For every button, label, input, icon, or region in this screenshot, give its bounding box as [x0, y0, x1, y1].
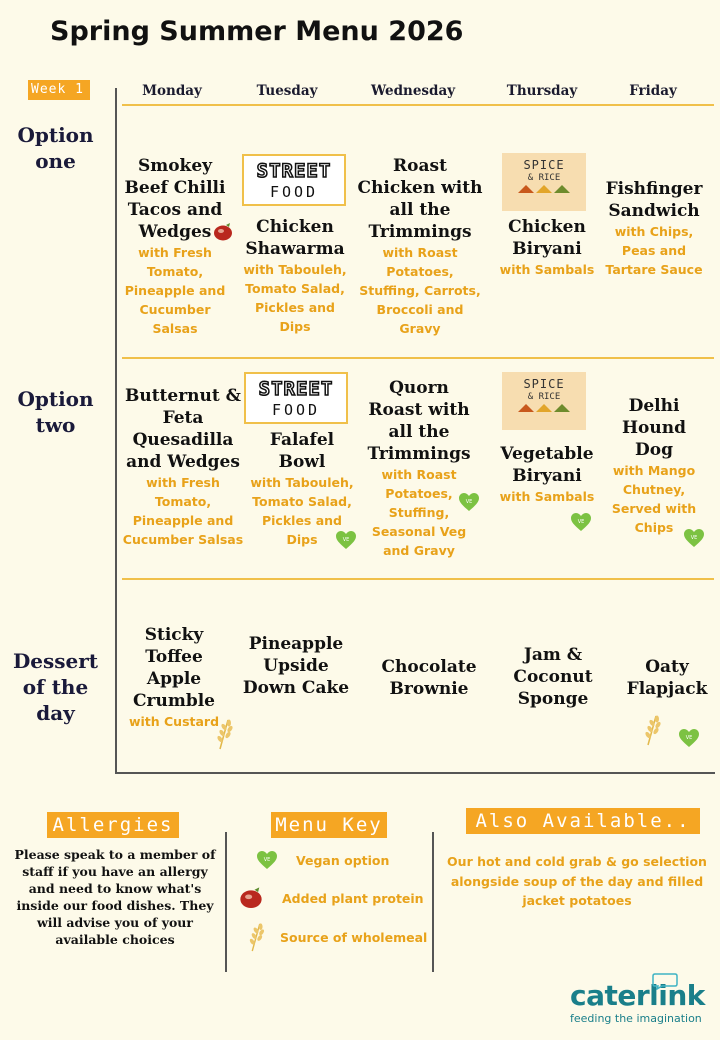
vegan-heart-icon: [678, 728, 700, 748]
dish-name: Smokey Beef Chilli Tacos and Wedges: [124, 156, 226, 242]
row-divider-2: [122, 578, 714, 580]
spice-rice-logo: [502, 372, 586, 430]
dish-name: Fishfinger Sandwich: [605, 179, 703, 221]
dish-name: Chicken Shawarma: [245, 217, 345, 259]
dish-name: Delhi Hound Dog: [621, 396, 686, 460]
allergies-heading: Allergies: [47, 812, 179, 838]
spice-rice-logo-line2: & RICE: [527, 173, 561, 183]
grid-vertical-line: [115, 88, 117, 774]
dish-name: Roast Chicken with all the Trimmings: [357, 156, 483, 242]
also-available-text: Our hot and cold grab & go selection alongside soup of the day and filled jacket potatoes: [447, 854, 707, 908]
dish-dessert-monday: [122, 624, 226, 731]
key-label: Vegan option: [296, 852, 390, 868]
dish-name: Jam & Coconut Sponge: [513, 645, 593, 709]
vegan-heart-icon: [256, 850, 278, 870]
street-food-logo-line1: STREET: [258, 378, 334, 400]
dish-option2-thursday: [492, 443, 602, 506]
plant-protein-bean-icon: [238, 885, 264, 911]
dish-option1-thursday: [492, 216, 602, 279]
caterlink-logo: [570, 980, 710, 1026]
wheat-icon: [246, 922, 266, 952]
day-header-tuesday: Tuesday: [256, 83, 318, 99]
street-food-logo-line1: STREET: [256, 160, 332, 182]
header-divider: [122, 104, 714, 106]
menu-key-heading: Menu Key: [271, 812, 387, 838]
vegan-heart-icon: [335, 530, 357, 550]
dish-desc: with Sambals: [499, 489, 595, 504]
caterlink-wordmark: caterlink: [570, 979, 705, 1012]
dish-option2-monday: [118, 385, 248, 549]
day-header-thursday: Thursday: [506, 83, 578, 99]
dish-dessert-wednesday: [370, 656, 488, 700]
caterlink-tagline: feeding the imagination: [570, 1012, 702, 1025]
key-item-wholemeal: [246, 922, 427, 952]
spice-piles-icon: [502, 404, 586, 412]
plant-protein-bean-icon: [212, 222, 234, 242]
street-food-logo-line2: FOOD: [271, 401, 321, 419]
dish-desc: with Fresh Tomato, Pineapple and Cucumber Salsas: [122, 475, 244, 547]
allergies-text: Please speak to a member of staff if you have an allergy and need to know what's inside our food dishes. They will advise you of your available choices: [14, 847, 216, 947]
row-divider-1: [122, 357, 714, 359]
key-label: Source of wholemeal: [280, 929, 428, 945]
dish-name: Butternut & Feta Quesadilla and Wedges: [124, 386, 242, 472]
dish-option2-friday: [604, 395, 704, 537]
vegan-heart-icon: [570, 512, 592, 532]
dish-name: Sticky Toffee Apple Crumble: [133, 625, 215, 711]
dish-name: Vegetable Biryani: [500, 444, 594, 486]
week-badge: Week 1: [28, 80, 90, 100]
key-item-vegan: [256, 850, 389, 870]
dish-name: Quorn Roast with all the Trimmings: [367, 378, 471, 464]
wheat-icon: [642, 714, 662, 746]
dish-name: Chocolate Brownie: [381, 657, 477, 699]
spice-rice-logo: [502, 153, 586, 211]
dish-desc: with Mango Chutney, Served with Chips: [611, 463, 697, 535]
dish-option1-wednesday: [356, 155, 484, 338]
page-title: Spring Summer Menu 2026: [50, 16, 464, 47]
speech-bubble-icon: [652, 972, 678, 990]
street-food-logo-line2: FOOD: [269, 183, 319, 201]
dish-name: Falafel Bowl: [269, 430, 335, 472]
dish-option1-friday: [596, 178, 712, 279]
footer-divider: [432, 832, 434, 972]
row-label-dessert: Dessert of the day: [12, 649, 99, 725]
day-header-monday: Monday: [142, 83, 202, 99]
dish-name: Pineapple Upside Down Cake: [242, 634, 350, 698]
spice-rice-logo-line1: SPICE: [523, 377, 565, 391]
dish-desc: with Roast Potatoes, Stuffing, Seasonal Veg and Gravy: [371, 467, 467, 558]
dish-option2-wednesday: [362, 377, 476, 560]
dish-desc: with Custard: [128, 714, 220, 729]
street-food-logo: [244, 372, 348, 424]
row-label-option-two: Option two: [17, 387, 94, 437]
dish-desc: with Chips, Peas and Tartare Sauce: [605, 224, 703, 277]
dish-desc: with Roast Potatoes, Stuffing, Carrots, Broccoli and Gravy: [359, 245, 481, 336]
dish-option1-tuesday: [238, 216, 352, 336]
footer-divider: [225, 832, 227, 972]
dish-dessert-thursday: [500, 644, 606, 710]
also-available-heading: Also Available..: [466, 808, 700, 834]
spice-rice-logo-line2: & RICE: [527, 392, 561, 402]
dish-dessert-friday: [612, 656, 720, 700]
wheat-icon: [214, 718, 234, 750]
dish-name: Chicken Biryani: [508, 217, 586, 259]
dish-desc: with Sambals: [499, 262, 595, 277]
row-label-option-one: Option one: [17, 123, 94, 173]
dish-option1-monday: [118, 155, 232, 338]
spice-piles-icon: [502, 185, 586, 193]
key-item-plant-protein: [238, 885, 424, 911]
key-label: Added plant protein: [282, 890, 424, 906]
spice-rice-logo-line1: SPICE: [523, 158, 565, 172]
day-header-friday: Friday: [629, 83, 677, 99]
street-food-logo: [242, 154, 346, 206]
vegan-heart-icon: [683, 528, 705, 548]
dish-desc: with Tabouleh, Tomato Salad, Pickles and Dips: [250, 475, 354, 547]
dish-dessert-tuesday: [240, 633, 352, 699]
vegan-heart-icon: [458, 492, 480, 512]
dish-desc: with Tabouleh, Tomato Salad, Pickles and Dips: [243, 262, 347, 334]
day-header-wednesday: Wednesday: [370, 83, 456, 99]
grid-bottom-line: [115, 772, 715, 774]
dish-desc: with Fresh Tomato, Pineapple and Cucumber Salsas: [124, 245, 226, 336]
dish-name: Oaty Flapjack: [626, 657, 708, 699]
